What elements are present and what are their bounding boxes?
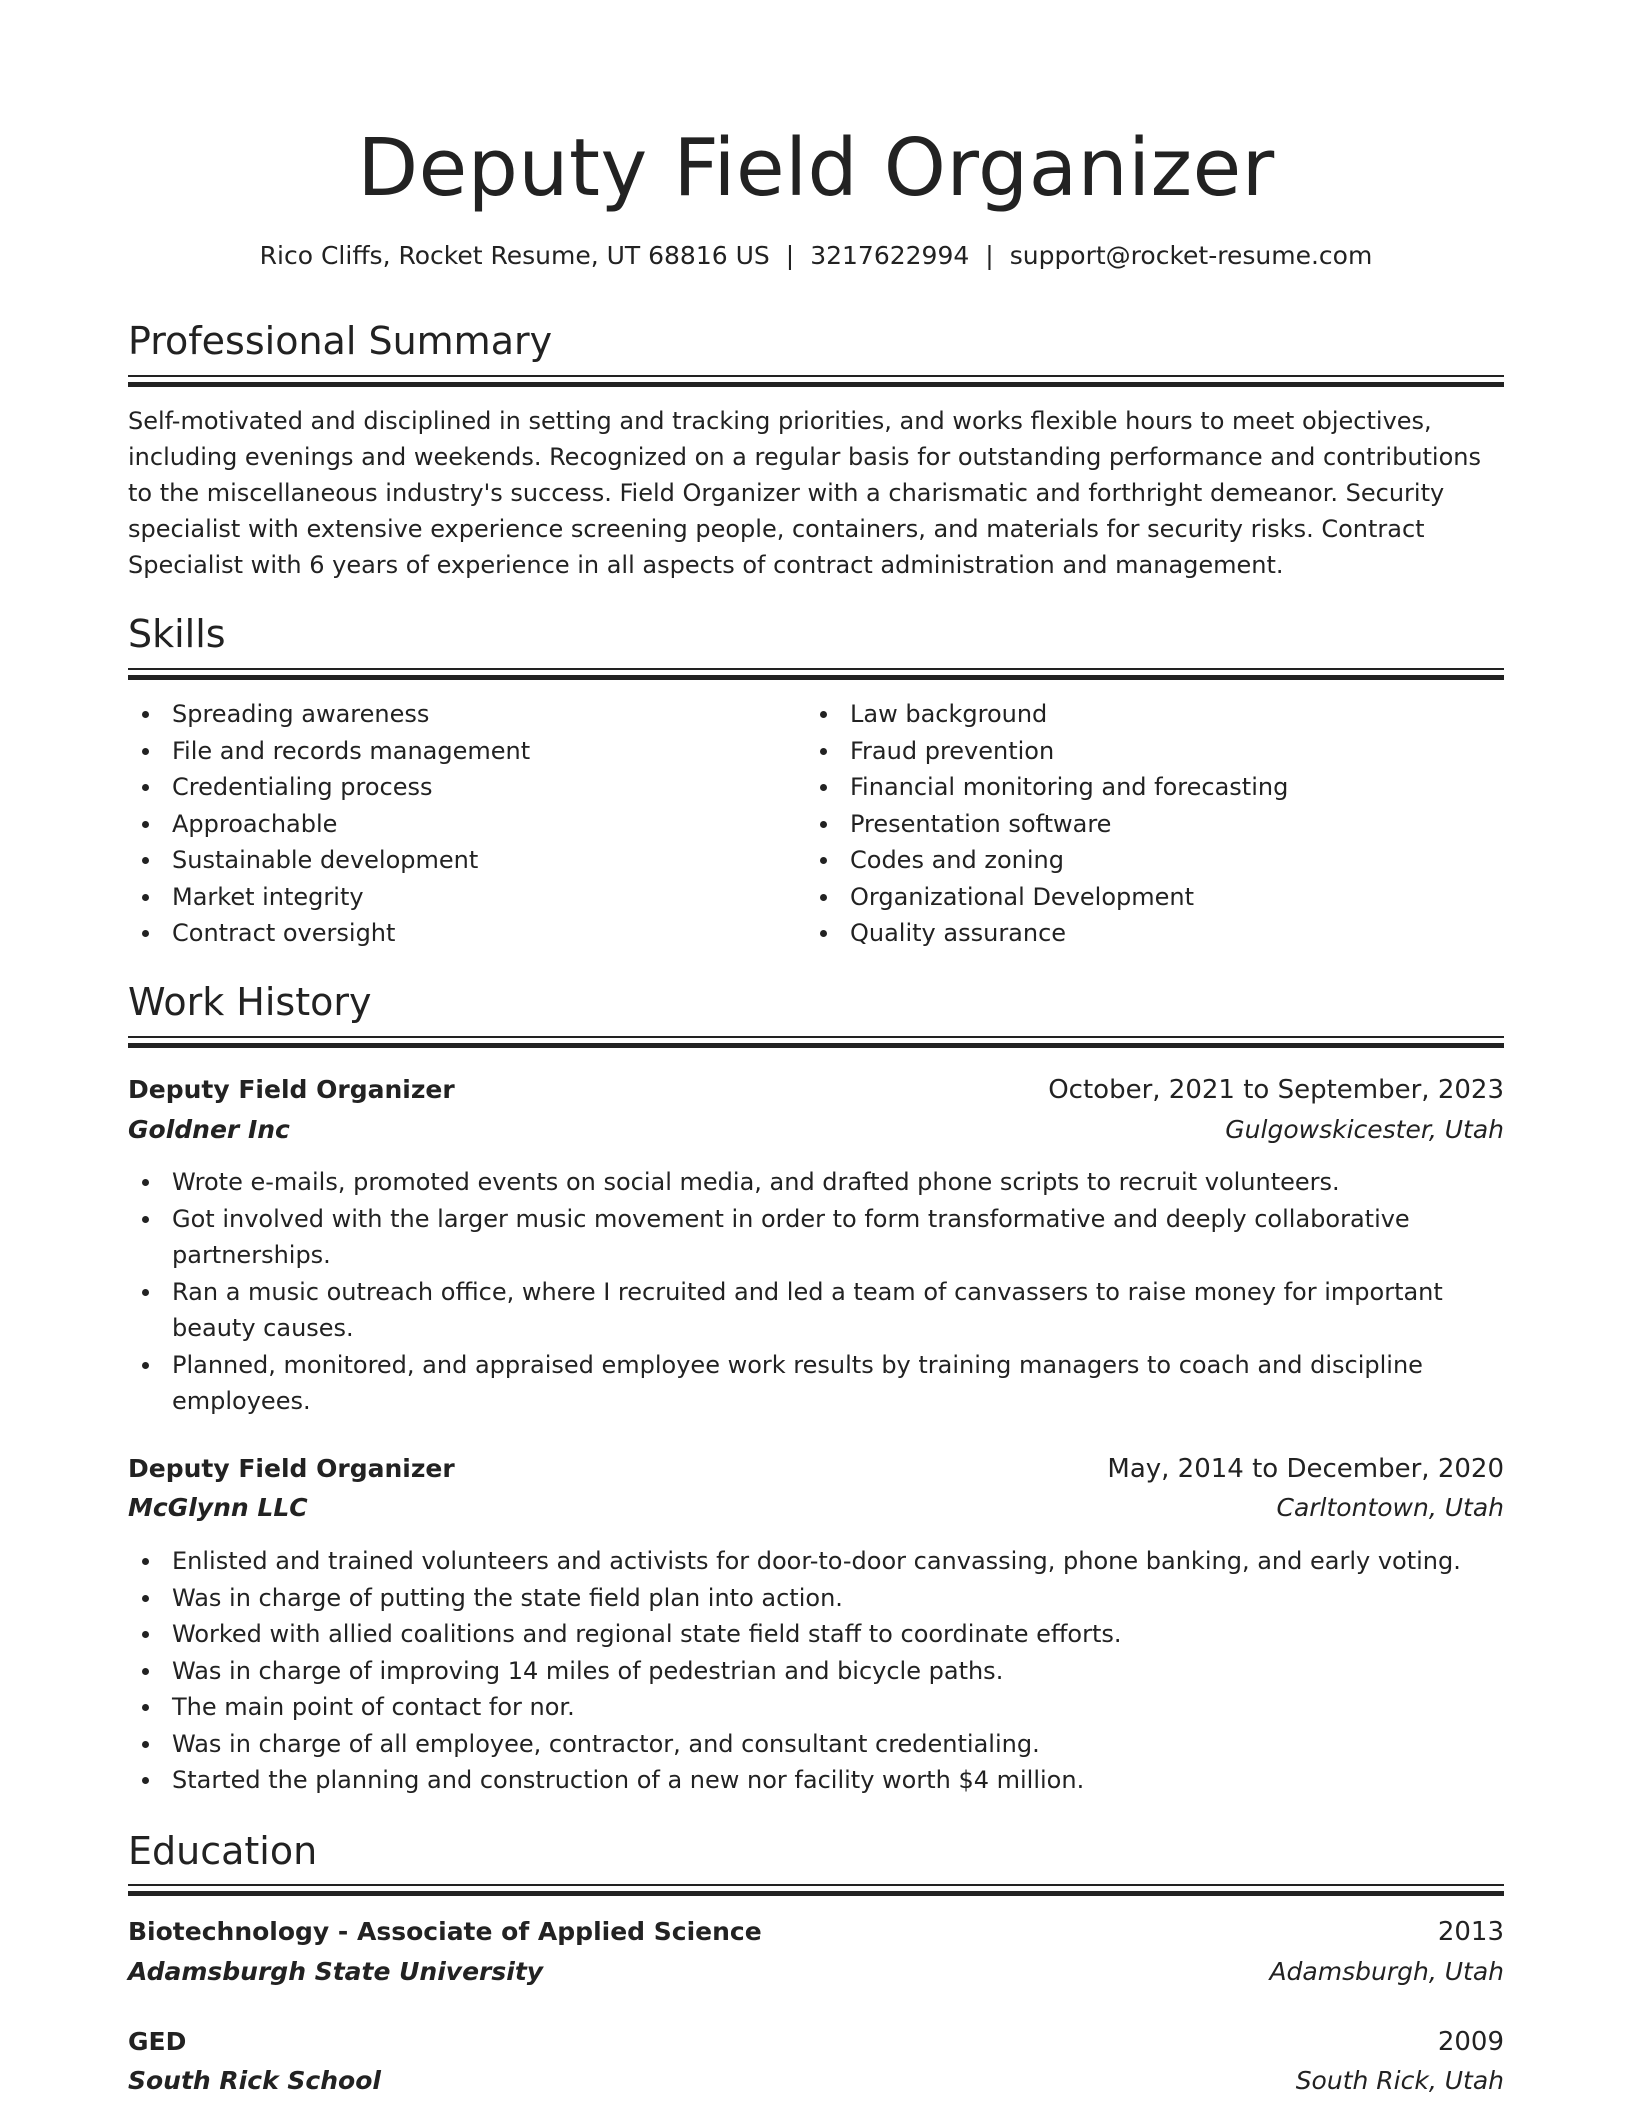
skills-list-left <box>128 696 778 952</box>
job-bullet: Was in charge of putting the state field plan into action. <box>128 1580 1504 1617</box>
section-heading-education: Education <box>128 1829 318 1873</box>
job-header <box>128 1071 1504 1111</box>
job-bullets <box>128 1164 1504 1420</box>
skill-item: Credentialing process <box>128 769 778 806</box>
education-degree: GED <box>128 2027 187 2056</box>
education-location: Adamsburgh, Utah <box>1269 1957 1504 1986</box>
education-header <box>128 2023 1504 2063</box>
section-divider <box>128 1036 1504 1048</box>
job-company: McGlynn LLC <box>128 1493 308 1522</box>
education-header <box>128 1913 1504 1953</box>
job-bullet: Started the planning and construction of a new nor facility worth $4 million. <box>128 1762 1504 1799</box>
job-bullet: Wrote e-mails, promoted events on social media, and drafted phone scripts to recruit volunteers. <box>128 1164 1504 1201</box>
skill-item: Spreading awareness <box>128 696 778 733</box>
section-heading-skills: Skills <box>128 612 226 656</box>
section-divider <box>128 375 1504 387</box>
job-company-row <box>128 1489 1504 1529</box>
skill-item: Quality assurance <box>806 915 1456 952</box>
job-location: Gulgowskicester, Utah <box>1225 1115 1504 1144</box>
education-year: 2009 <box>1437 2027 1504 2057</box>
education-year: 2013 <box>1437 1917 1504 1947</box>
job-bullet: Was in charge of improving 14 miles of pedestrian and bicycle paths. <box>128 1653 1504 1690</box>
job-bullet: Was in charge of all employee, contractor, and consultant credentialing. <box>128 1726 1504 1763</box>
education-degree: Biotechnology - Associate of Applied Science <box>128 1917 762 1946</box>
skill-item: Contract oversight <box>128 915 778 952</box>
skill-item: Presentation software <box>806 806 1456 843</box>
skill-item: Organizational Development <box>806 879 1456 916</box>
job-title: Deputy Field Organizer <box>128 1075 455 1104</box>
section-heading-work-history: Work History <box>128 980 372 1024</box>
job-bullet: Ran a music outreach office, where I recruited and led a team of canvassers to raise money for important beauty causes. <box>128 1274 1504 1347</box>
section-heading-summary: Professional Summary <box>128 319 553 363</box>
contact-separator: | <box>785 241 795 270</box>
education-school: Adamsburgh State University <box>128 1957 544 1986</box>
skill-item: Financial monitoring and forecasting <box>806 769 1456 806</box>
contact-line <box>128 238 1504 274</box>
education-school-row <box>128 2062 1504 2102</box>
job-header <box>128 1450 1504 1490</box>
job-bullet: Got involved with the larger music movement in order to form transformative and deeply collaborative partnerships. <box>128 1201 1504 1274</box>
skill-item: File and records management <box>128 733 778 770</box>
job-bullet: Enlisted and trained volunteers and activists for door-to-door canvassing, phone banking, and early voting. <box>128 1543 1504 1580</box>
job-dates: May, 2014 to December, 2020 <box>1107 1454 1504 1484</box>
skill-item: Fraud prevention <box>806 733 1456 770</box>
job-bullet: Planned, monitored, and appraised employee work results by training managers to coach and discipline employees. <box>128 1347 1504 1420</box>
contact-separator: | <box>985 241 994 270</box>
skill-item: Law background <box>806 696 1456 733</box>
section-divider <box>128 668 1504 680</box>
skill-item: Approachable <box>128 806 778 843</box>
contact-address: Rico Cliffs, Rocket Resume, UT 68816 US <box>259 241 770 270</box>
job-bullet: Worked with allied coalitions and regional state field staff to coordinate efforts. <box>128 1616 1504 1653</box>
job-location: Carltontown, Utah <box>1276 1493 1504 1522</box>
skill-item: Sustainable development <box>128 842 778 879</box>
summary-text: Self-motivated and disciplined in setting and tracking priorities, and works flexible hours to meet objectives, including evenings and weekends. Recognized on a regular basis for outstanding performance and contributions to the miscellaneous industry's success. Field Organizer with a charismatic and forthright demeanor. Security specialist with extensive experience screening people, containers, and materials for security risks. Contract Specialist with 6 years of experience in all aspects of contract administration and management. <box>128 407 1481 579</box>
section-divider <box>128 1884 1504 1896</box>
skill-item: Market integrity <box>128 879 778 916</box>
education-school-row <box>128 1953 1504 1993</box>
job-title: Deputy Field Organizer <box>128 1454 455 1483</box>
job-company: Goldner Inc <box>128 1115 290 1144</box>
skill-item: Codes and zoning <box>806 842 1456 879</box>
resume-title: Deputy Field Organizer <box>357 122 1275 214</box>
job-bullets <box>128 1543 1504 1799</box>
contact-email[interactable]: support@rocket-resume.com <box>1009 241 1373 270</box>
job-dates: October, 2021 to September, 2023 <box>1048 1075 1504 1105</box>
skills-list-right <box>806 696 1456 952</box>
education-school: South Rick School <box>128 2066 381 2095</box>
contact-phone[interactable]: 3217622994 <box>810 241 970 270</box>
education-location: South Rick, Utah <box>1295 2066 1504 2095</box>
job-bullet: The main point of contact for nor. <box>128 1689 1504 1726</box>
job-company-row <box>128 1111 1504 1151</box>
